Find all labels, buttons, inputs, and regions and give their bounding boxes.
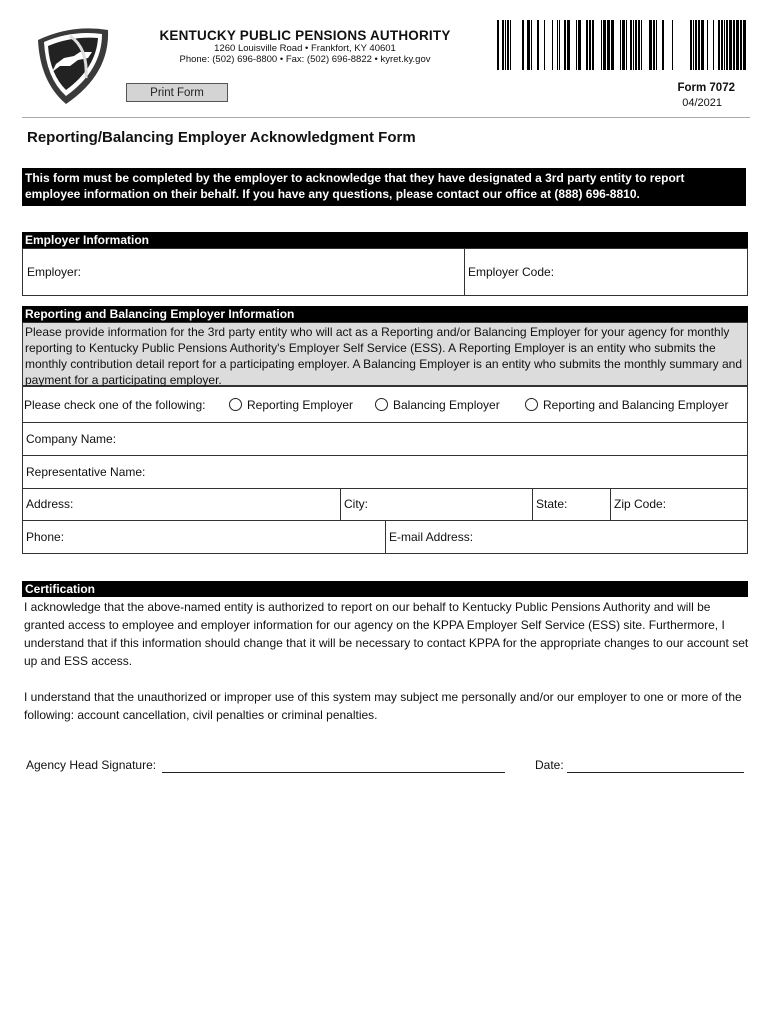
- barcode-bar: [544, 20, 545, 70]
- barcode-bar: [721, 20, 723, 70]
- address-field[interactable]: [80, 491, 336, 518]
- check-label: Please check one of the following:: [24, 398, 206, 412]
- email-field[interactable]: [480, 523, 744, 551]
- employer-divider: [464, 248, 465, 296]
- rep-name-field[interactable]: [156, 458, 744, 486]
- barcode-bar: [656, 20, 657, 70]
- phone-divider: [385, 520, 386, 554]
- date-label: Date:: [535, 758, 564, 772]
- employer-label: Employer:: [27, 265, 82, 279]
- city-field[interactable]: [372, 491, 528, 518]
- barcode-bar: [729, 20, 732, 70]
- zip-label: Zip Code:: [614, 497, 667, 511]
- employer-section-heading: Employer Information: [22, 232, 748, 248]
- company-label: Company Name:: [26, 432, 117, 446]
- signature-field[interactable]: [162, 754, 505, 772]
- barcode-bar: [564, 20, 566, 70]
- barcode-bar: [690, 20, 692, 70]
- employer-field[interactable]: [88, 252, 458, 292]
- form-date: 04/2021: [682, 97, 722, 109]
- barcode-bar: [635, 20, 637, 70]
- form-number: Form 7072: [677, 82, 735, 94]
- barcode-bar: [557, 20, 558, 70]
- certification-para-1: I acknowledge that the above-named entity is authorized to report on our behalf to Kentucky Public Pensions Authority and will be granted access to employee and employer information for our agency on the KPPA Employer Self Service (ESS) site. Furthermore, I understand that if this information should change that it will be necessary to contact KPPA for the appropriate changes to our account set up and ESS access.: [24, 600, 749, 668]
- barcode-bar: [724, 20, 725, 70]
- barcode-bar: [586, 20, 588, 70]
- barcode-bar: [527, 20, 530, 70]
- barcode-bar: [603, 20, 606, 70]
- zip-field[interactable]: [672, 491, 744, 518]
- barcode-bar: [672, 20, 673, 70]
- org-address: 1260 Louisville Road • Frankfort, KY 40601: [214, 43, 396, 54]
- barcode-bar: [505, 20, 506, 70]
- employer-code-field[interactable]: [560, 252, 744, 292]
- barcode-bar: [552, 20, 553, 70]
- state-label: State:: [536, 497, 568, 511]
- signature-label: Agency Head Signature:: [26, 758, 157, 772]
- org-name: KENTUCKY PUBLIC PENSIONS AUTHORITY: [159, 28, 451, 43]
- option-balancing[interactable]: Balancing Employer: [375, 398, 500, 412]
- barcode-bar: [626, 20, 627, 70]
- option-reporting-balancing[interactable]: Reporting and Balancing Employer: [525, 398, 728, 412]
- barcode-bar: [622, 20, 625, 70]
- address-divider-3: [610, 488, 611, 521]
- barcode-bar: [522, 20, 524, 70]
- barcode-bar: [718, 20, 720, 70]
- rb-section-heading: Reporting and Balancing Employer Information: [22, 306, 748, 322]
- barcode-bar: [592, 20, 594, 70]
- barcode-bar: [695, 20, 697, 70]
- barcode-bar: [641, 20, 642, 70]
- company-name-field[interactable]: [126, 425, 744, 453]
- state-field[interactable]: [572, 491, 606, 518]
- barcode-bar: [531, 20, 532, 70]
- barcode-bar: [576, 20, 577, 70]
- phone-field[interactable]: [70, 523, 380, 551]
- barcode-bar: [607, 20, 610, 70]
- option-reporting[interactable]: Reporting Employer: [229, 398, 353, 412]
- barcode-bar: [736, 20, 739, 70]
- barcode-bar: [497, 20, 499, 70]
- signature-line: [162, 772, 505, 773]
- barcode-bar: [620, 20, 621, 70]
- barcode-bar: [611, 20, 614, 70]
- date-field[interactable]: [567, 754, 744, 772]
- city-label: City:: [344, 497, 368, 511]
- radio-reporting-employer[interactable]: [229, 398, 242, 411]
- barcode-bar: [649, 20, 652, 70]
- barcode-bar: [743, 20, 746, 70]
- barcode-bar: [701, 20, 704, 70]
- rb-description: Please provide information for the 3rd party entity who will act as a Reporting and/or Balancing Employer for your agency for monthly reporting to Kentucky Public Pensions Authority's Employer Self Service (ESS). A Reporting Employer is an entity who submits the monthly contribution detail report for a participating employer. A Balancing Employer is an entity who submits the monthly summary and payment for a participating employer.: [22, 322, 748, 386]
- org-contact: Phone: (502) 696-8800 • Fax: (502) 696-8822 • kyret.ky.gov: [179, 54, 431, 65]
- barcode-bar: [638, 20, 640, 70]
- page-title: Reporting/Balancing Employer Acknowledgment Form: [27, 129, 416, 146]
- barcode-bar: [630, 20, 632, 70]
- radio-balancing-employer[interactable]: [375, 398, 388, 411]
- barcode-bar: [713, 20, 714, 70]
- address-divider-1: [340, 488, 341, 521]
- barcode-bar: [733, 20, 735, 70]
- rep-label: Representative Name:: [26, 465, 146, 479]
- barcode-bar: [601, 20, 602, 70]
- barcode-bar: [698, 20, 700, 70]
- barcode-bar: [578, 20, 581, 70]
- print-form-button[interactable]: Print Form: [126, 83, 228, 102]
- radio-reporting-and-balancing-employer[interactable]: [525, 398, 538, 411]
- barcode: [497, 20, 747, 70]
- address-label: Address:: [26, 497, 74, 511]
- barcode-bar: [633, 20, 634, 70]
- employer-code-label: Employer Code:: [468, 265, 555, 279]
- barcode-bar: [559, 20, 560, 70]
- email-label: E-mail Address:: [389, 530, 474, 544]
- barcode-bar: [507, 20, 509, 70]
- intro-notice: This form must be completed by the employer to acknowledge that they have designated a 3rd party entity to report employee information on their behalf. If you have any questions, please contact our office at (888) 696-8810.: [22, 168, 746, 206]
- address-divider-2: [532, 488, 533, 521]
- certification-para-2: I understand that the unauthorized or improper use of this system may subject me personally and/or our employer to one or more of the following: account cancellation, civil penalties or criminal penalties.: [24, 690, 742, 722]
- certification-heading: Certification: [22, 581, 748, 597]
- barcode-bar: [707, 20, 708, 70]
- barcode-bar: [693, 20, 694, 70]
- barcode-bar: [726, 20, 728, 70]
- barcode-bar: [740, 20, 742, 70]
- barcode-bar: [589, 20, 591, 70]
- phone-label: Phone:: [26, 530, 65, 544]
- barcode-bar: [537, 20, 539, 70]
- barcode-bar: [502, 20, 504, 70]
- barcode-bar: [653, 20, 655, 70]
- date-line: [567, 772, 744, 773]
- header-divider: [22, 117, 750, 118]
- kppa-logo: [30, 22, 114, 106]
- barcode-bar: [510, 20, 511, 70]
- barcode-bar: [662, 20, 664, 70]
- barcode-bar: [567, 20, 570, 70]
